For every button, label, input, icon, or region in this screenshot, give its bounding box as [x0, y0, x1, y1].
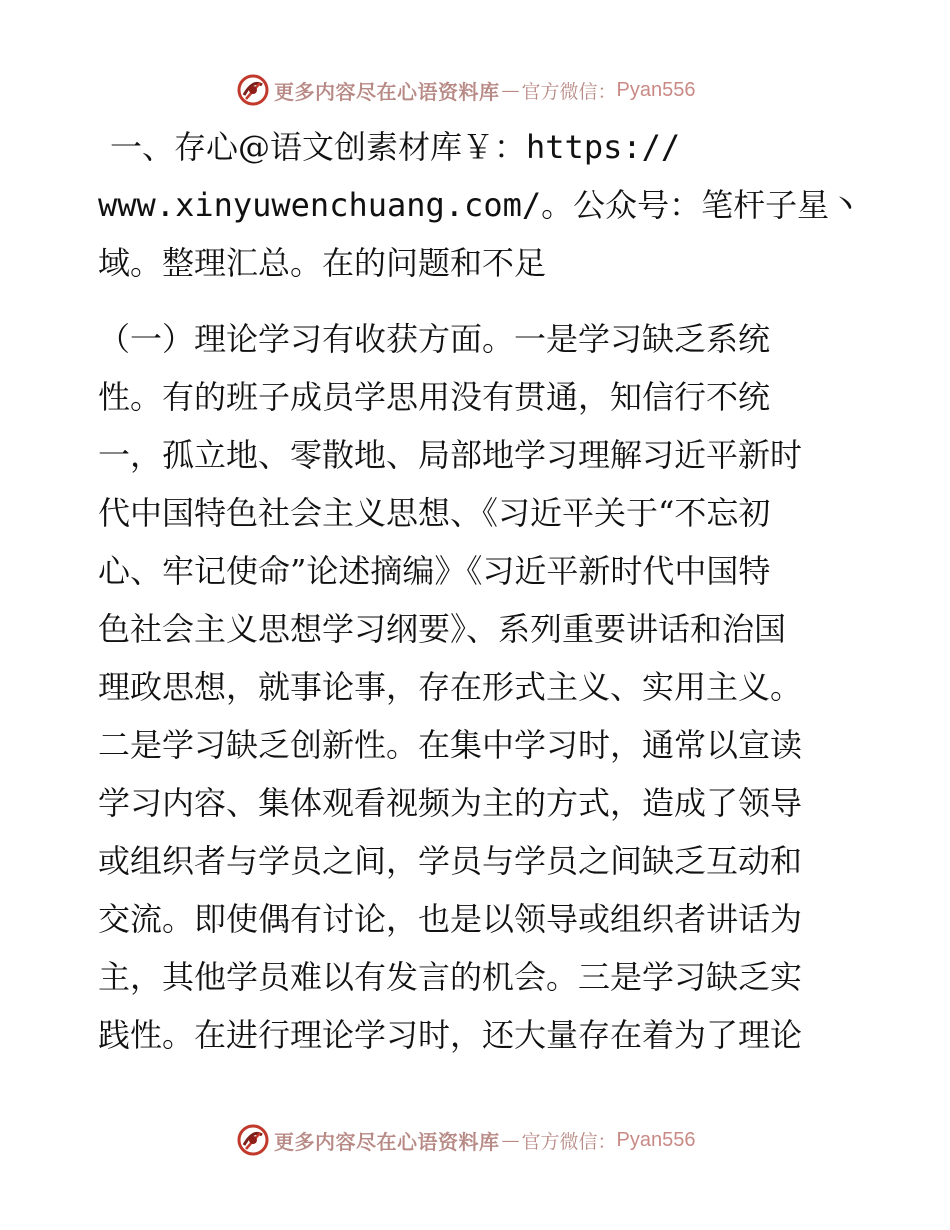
body-line: 理政思想，就事论事，存在形式主义、实用主义。: [98, 668, 803, 706]
body-line: 性。有的班子成员学思用没有贯通，知信行不统: [98, 378, 771, 416]
heading-title-text: 一、存心@语文创素材库￥：: [110, 128, 527, 166]
body-line: 二是学习缺乏创新性。在集中学习时，通常以宣读: [98, 726, 803, 764]
brand-logo-icon: [236, 73, 270, 107]
body-line: 色社会主义思想学习纲要》、系列重要讲话和治国: [98, 610, 787, 648]
heading-line-2: [98, 176, 861, 234]
banner-wechat-id: Pyan556: [616, 1128, 696, 1151]
body-line: 代中国特色社会主义思想、《习近平关于“不忘初: [98, 494, 771, 532]
body-line: 或组织者与学员之间，学员与学员之间缺乏互动和: [98, 842, 803, 880]
brand-logo-icon: [236, 1123, 270, 1157]
banner-wechat-id: Pyan556: [616, 78, 696, 101]
header-banner: [236, 72, 695, 108]
body-line: 交流。即使偶有讨论，也是以领导或组织者讲话为: [98, 900, 803, 938]
footer-banner: [236, 1122, 695, 1158]
heading-url-part-2: www.xinyuwenchuang.com/: [98, 186, 542, 224]
heading-line-3: [98, 234, 546, 292]
banner-title: 更多内容尽在心语资料库: [274, 1129, 500, 1154]
banner-wechat-label: 官方微信：: [521, 1130, 617, 1153]
body-line: （一）理论学习有收获方面。一是学习缺乏系统: [98, 320, 771, 358]
heading-subtitle: 域。整理汇总。在的问题和不足: [98, 244, 547, 282]
banner-wechat-label: 官方微信：: [521, 80, 617, 103]
heading-account-text: 。公众号：笔杆子星丶: [541, 186, 862, 224]
banner-separator: —: [501, 79, 520, 101]
heading-line-1: [110, 118, 680, 176]
banner-separator: —: [501, 1129, 520, 1151]
body-line: 一，孤立地、零散地、局部地学习理解习近平新时: [98, 436, 803, 474]
banner-title: 更多内容尽在心语资料库: [274, 79, 500, 104]
body-line: 践性。在进行理论学习时，还大量存在着为了理论: [98, 1016, 803, 1054]
body-line: 学习内容、集体观看视频为主的方式，造成了领导: [98, 784, 803, 822]
body-line: 心、牢记使命”论述摘编》《习近平新时代中国特: [98, 552, 771, 590]
body-line: 主，其他学员难以有发言的机会。三是学习缺乏实: [98, 958, 803, 996]
heading-url-part-1: https://: [526, 128, 681, 166]
